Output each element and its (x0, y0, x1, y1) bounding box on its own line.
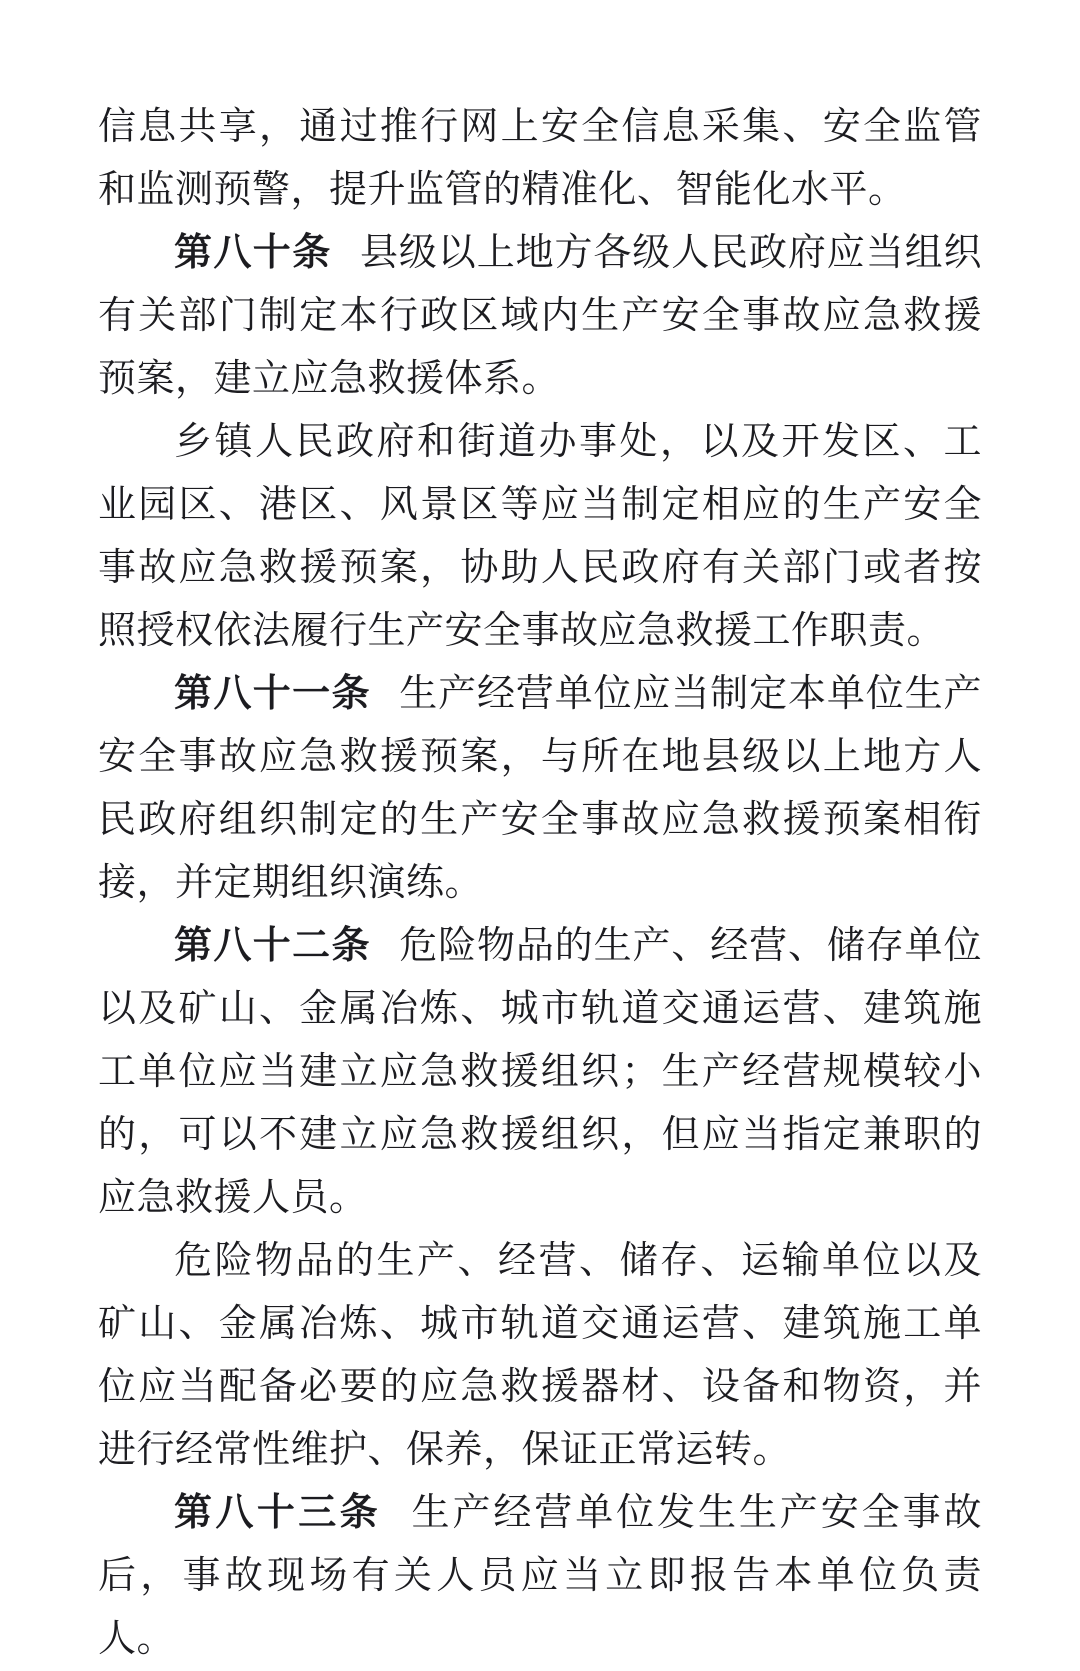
article-number: 第八十二条 (174, 925, 371, 967)
article-number: 第八十一条 (174, 673, 371, 715)
paragraph-text: 信息共享，通过推行网上安全信息采集、安全监管和监测预警，提升监管的精准化、智能化水平。 (98, 106, 982, 211)
paragraph-text: 乡镇人民政府和街道办事处，以及开发区、工业园区、港区、风景区等应当制定相应的生产安全事故应急救援预案，协助人民政府有关部门或者按照授权依法履行生产安全事故应急救援工作职责。 (98, 421, 982, 652)
paragraph-text: 生产经营单位应当制定本单位生产安全事故应急救援预案，与所在地县级以上地方人民政府组织制定的生产安全事故应急救援预案相衔接，并定期组织演练。 (98, 673, 982, 904)
paragraph-text: 危险物品的生产、经营、储存、运输单位以及矿山、金属冶炼、城市轨道交通运营、建筑施工单位应当配备必要的应急救援器材、设备和物资，并进行经常性维护、保养，保证正常运转。 (98, 1240, 982, 1471)
paragraph-text: 生产经营单位发生生产安全事故后，事故现场有关人员应当立即报告本单位负责人。 (98, 1492, 982, 1660)
paragraph-article-82 (98, 915, 982, 1230)
paragraph-article-82-2 (98, 1230, 982, 1482)
article-number: 第八十三条 (174, 1492, 382, 1534)
paragraph-article-83 (98, 1482, 982, 1671)
article-number: 第八十条 (174, 232, 332, 274)
paragraph-text: 危险物品的生产、经营、储存单位以及矿山、金属冶炼、城市轨道交通运营、建筑施工单位应当建立应急救援组织；生产经营规模较小的，可以不建立应急救援组织，但应当指定兼职的应急救援人员。 (98, 925, 982, 1219)
paragraph-article-80 (98, 222, 982, 411)
paragraph-continued (98, 96, 982, 222)
paragraph-article-81 (98, 663, 982, 915)
paragraph-article-80-2 (98, 411, 982, 663)
paragraph-text: 县级以上地方各级人民政府应当组织有关部门制定本行政区域内生产安全事故应急救援预案，建立应急救援体系。 (98, 232, 982, 400)
document-body (98, 96, 982, 1671)
